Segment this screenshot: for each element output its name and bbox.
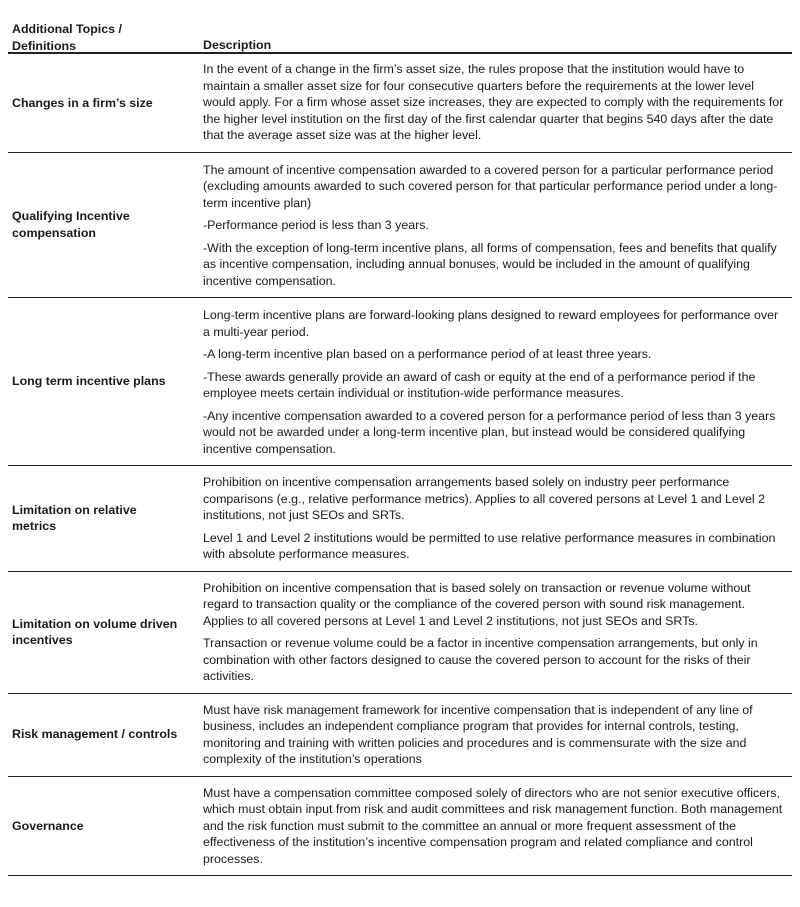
description-paragraph: Prohibition on incentive compensation that is based solely on transaction or revenue volume without regard to transaction quality or the compliance of the covered person with sound risk management. Applies to all covered persons at Level 1 and Level 2 institutions, not just SEOs and SRTs. (203, 580, 751, 628)
table-row (8, 777, 792, 877)
row-topic (12, 572, 182, 693)
row-description (203, 694, 788, 776)
header-topic: Additional Topics / Definitions (12, 22, 122, 53)
row-topic-label: Risk management / controls (12, 727, 178, 742)
description-paragraph: -A long-term incentive plan based on a performance period of at least three years. (203, 347, 652, 361)
description-paragraph: -With the exception of long-term incentive plans, all forms of compensation, fees and benefits that qualify as incentive compensation, including annual bonuses, would be included in the amount of qualifying incentive compensation. (203, 240, 777, 288)
row-topic-label: Governance (12, 818, 84, 833)
row-description (203, 572, 788, 693)
topics-table (8, 0, 792, 876)
row-topic (12, 466, 182, 571)
description-paragraph: Long-term incentive plans are forward-looking plans designed to reward employees for performance over a multi-year period. (203, 308, 779, 339)
description-paragraph: Must have a compensation committee composed solely of directors who are not senior executive officers, which must obtain input from risk and audit committees and risk management function. Both management and the risk function must submit to the committee an annual or more frequent assessment of the effectiveness of the institution’s incentive compensation program and related compliance and control processes. (203, 785, 783, 866)
description-paragraph: -Performance period is less than 3 years. (203, 218, 429, 232)
header-description: Description (203, 38, 272, 52)
row-description (203, 153, 788, 298)
row-description (203, 777, 788, 876)
description-paragraph: In the event of a change in the firm’s asset size, the rules propose that the institution would have to maintain a smaller asset size for four consecutive quarters before the requirements at the lower level would apply. For a firm whose asset size increases, they are expected to comply with the requirements for the higher level institution on the first day of the first calendar quarter that begins 540 days after the date that the average asset size was at the higher level. (203, 62, 784, 142)
row-topic-label: Qualifying Incentive compensation (12, 209, 130, 240)
table-body (8, 54, 792, 876)
description-paragraph: -These awards generally provide an award of cash or equity at the end of a performance period if the employee meets certain individual or institution-wide performance measures. (203, 369, 756, 400)
row-topic (12, 153, 182, 298)
table-row (8, 298, 792, 466)
row-topic (12, 694, 182, 776)
row-topic-label: Limitation on volume driven incentives (12, 616, 178, 647)
table-row (8, 54, 792, 153)
description-paragraph: Transaction or revenue volume could be a factor in incentive compensation arrangements, but only in combination with other factors designed to cause the covered person to account for the risks of their activities. (203, 636, 758, 683)
description-paragraph: Prohibition on incentive compensation arrangements based solely on industry peer performance comparisons (e.g., relative performance metrics). Applies to all covered persons at Level 1 and Level 2 institutions, not just SEOs and SRTs. (203, 475, 765, 522)
description-paragraph: The amount of incentive compensation awarded to a covered person for a particular performance period (excluding amounts awarded to such covered person for that particular performance period under a long-term incentive plan) (203, 162, 778, 210)
row-description (203, 54, 788, 152)
row-topic-label: Limitation on relative metrics (12, 502, 137, 534)
table-row (8, 153, 792, 299)
row-description (203, 466, 788, 571)
row-topic-label: Changes in a firm’s size (12, 95, 153, 110)
description-paragraph: Level 1 and Level 2 institutions would be permitted to use relative performance measures in combination with absolute performance measures. (203, 530, 776, 561)
row-topic (12, 777, 182, 876)
row-topic-label: Long term incentive plans (12, 374, 166, 389)
table-row (8, 572, 792, 694)
description-paragraph: Must have risk management framework for incentive compensation that is independent of any line of business, includes an independent compliance program that provides for internal controls, testing, monitoring and training with written policies and procedures and is commensurate with the size and complexity of the institution’s operations (203, 702, 753, 766)
row-topic (12, 298, 182, 465)
row-topic (12, 54, 182, 152)
description-paragraph: -Any incentive compensation awarded to a covered person for a performance period of less than 3 years would not be awarded under a long-term incentive plan, but instead would be considered qualifying incentive compensation. (203, 408, 776, 456)
table-header (8, 0, 792, 54)
table-row (8, 694, 792, 777)
row-description (203, 298, 788, 465)
table-row (8, 466, 792, 572)
